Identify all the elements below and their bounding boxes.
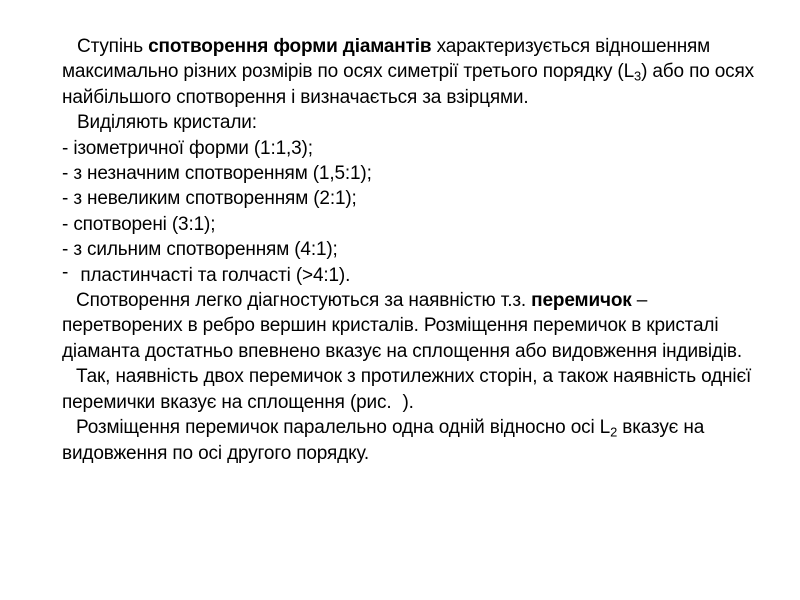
list-dash-marker: - [62, 137, 69, 159]
list-intro-line: Виділяють кристали: [77, 112, 257, 134]
list-item-label: спотворені (3:1); [68, 213, 216, 235]
list-dash-marker: - [62, 163, 69, 185]
paragraph-distortion-degree [62, 34, 760, 110]
list-dash-marker: - [62, 213, 69, 235]
list-item [62, 237, 754, 262]
paragraph-1-run-3: характеризується відношенням максимально різних розмірів по осях симетрії третього порядку (L [62, 36, 716, 83]
crystal-type-list [62, 136, 754, 288]
paragraph-1-run-1: Ступінь [77, 36, 149, 57]
list-dash-marker: - [62, 188, 69, 210]
paragraph-2-bold-term: перемичок [531, 290, 632, 312]
paragraph-two-bridges [62, 364, 757, 415]
paragraph-parallel-bridges [62, 415, 754, 466]
slide-text-body [62, 34, 760, 466]
list-item [62, 136, 754, 161]
paragraph-1-bold-term: спотворення форми діамантів [148, 36, 432, 57]
list-item-label: з невеликим спотворенням (2:1); [68, 188, 357, 210]
paragraph-4-run-3: вказує на видовження по осі другого порядку. [62, 417, 710, 464]
list-item [62, 263, 754, 288]
list-item-label: з незначним спотворенням (1,5:1); [68, 163, 372, 185]
list-item-label: з сильним спотворенням (4:1); [68, 239, 338, 261]
list-dash-marker: - [62, 261, 69, 283]
axis-l3-subscript: 3 [634, 69, 642, 85]
list-dash-marker: - [62, 239, 69, 261]
paragraph-bridges-diagnosis [62, 288, 754, 364]
paragraph-3-run-1: Так, наявність двох перемичок з протилежних сторін, а також наявність однієї перемички вказує на сплощення (рис. [62, 366, 757, 413]
list-item [62, 186, 754, 211]
paragraph-2-run-3: – перетворених в ребро вершин кристалів. Розміщення перемичок в кристалі діаманта достатньо впевнено вказує на сплощення або видовження індивідів. [62, 290, 743, 362]
paragraph-4-run-1: Розміщення перемичок паралельно одна одній відносно осі L [76, 417, 611, 439]
paragraph-2-run-1: Спотворення легко діагностуються за наявністю т.з. [76, 290, 532, 312]
list-item [62, 161, 754, 186]
paragraph-1-run-5: ) або по осях найбільшого спотворення і визначається за взірцями. [62, 61, 760, 108]
paragraph-3-run-2: ). [402, 391, 414, 413]
axis-l2-subscript: 2 [610, 424, 618, 440]
list-item-label: пластинчасті та голчасті (>4:1). [80, 264, 351, 286]
list-item-label: ізометричної форми (1:1,3); [68, 137, 313, 159]
list-item [62, 212, 754, 237]
